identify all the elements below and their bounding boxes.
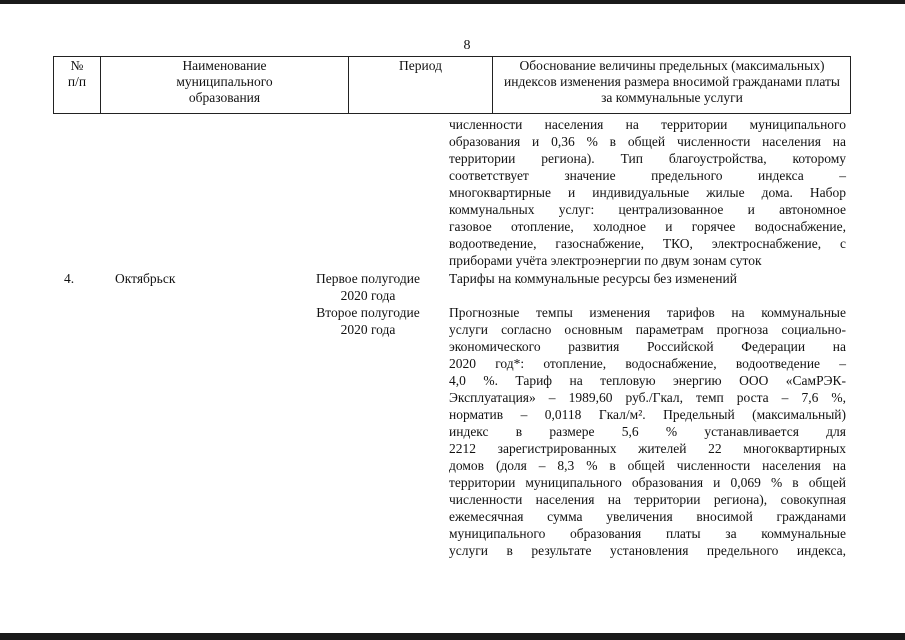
continuation-line: коммунальных услуг: централизованное и автономное [449,202,846,217]
justification-line: ежемесячная сумма увеличения вносимой гражданами [449,509,846,524]
continuation-line: газовое отопление, холодное и горячее водоснабжение, [449,219,846,234]
period-text: Первое полугодие [316,271,420,286]
justification-first-half: Тарифы на коммунальные ресурсы без изменений [449,271,737,286]
justification-line: Эксплуатация» – 1989,60 руб./Гкал, темп роста – 7,6 %, [449,390,846,405]
header-text: муниципального [176,74,273,89]
period-text: 2020 года [340,322,396,337]
justification-line: 2020 год*: отопление, водоснабжение, водоотведение – [449,356,846,371]
period-first-half [298,270,438,304]
continuation-line: территории региона). Тип благоустройства, которому [449,151,846,166]
justification-line: 4,0 %. Тариф на тепловую энергию ООО «СамРЭК- [449,373,846,388]
header-text: Обоснование величины предельных (максимальных) [519,58,825,73]
continuation-line: водоотведение, газоснабжение, ТКО, электроснабжение, с [449,236,846,251]
justification-line: экономического развития Российской Федерации на [449,339,846,354]
header-col-municipality [101,57,349,114]
continuation-line: численности населения на территории муниципального [449,117,846,132]
row-number: 4. [64,271,75,286]
period-second-half [298,304,438,338]
header-col-number [54,57,101,114]
header-text: Наименование [182,58,267,73]
continuation-line: образования и 0,36 % в общей численности населения на [449,134,846,149]
continuation-line: соответствует значение предельного индекса – [449,168,846,183]
municipality-name: Октябрьск [115,271,176,286]
header-col-period [349,57,493,114]
justification-line: норматив – 0,0118 Гкал/м². Предельный (максимальный) [449,407,846,422]
justification-line: численности населения на территории региона), совокупная [449,492,846,507]
continuation-line: приборами учёта электроэнергии по двум зонам суток [449,253,762,268]
period-text: Второе полугодие [316,305,420,320]
justification-line: территории муниципального образования и 0,069 % в общей [449,475,846,490]
header-text: Период [399,58,442,73]
table-header [53,56,851,114]
justification-line: Прогнозные темпы изменения тарифов на коммунальные [449,305,846,320]
header-text: № [70,58,84,73]
period-text: 2020 года [340,288,396,303]
justification-line: услуги в результате установления предельного индекса, [449,543,846,558]
page-number: 8 [463,38,471,53]
justification-line: домов (доля – 8,3 % в общей численности населения на [449,458,846,473]
scan-bottom-edge [0,633,905,640]
justification-line: 2212 зарегистрированных жителей 22 многоквартирных [449,441,846,456]
continuation-line: многоквартирные и индивидуальные жилые дома. Набор [449,185,846,200]
header-text: за коммунальные услуги [601,90,743,105]
justification-line: услуги согласно основным параметрам прогноза социально- [449,322,846,337]
scan-top-edge [0,0,905,4]
header-text: образования [188,90,261,105]
header-text: индексов изменения размера вносимой гражданами платы [504,74,840,89]
header-col-justification [493,57,851,114]
justification-line: индекс в размере 5,6 % устанавливается для [449,424,846,439]
header-text: п/п [67,74,87,89]
justification-line: муниципального образования платы за коммунальные [449,526,846,541]
